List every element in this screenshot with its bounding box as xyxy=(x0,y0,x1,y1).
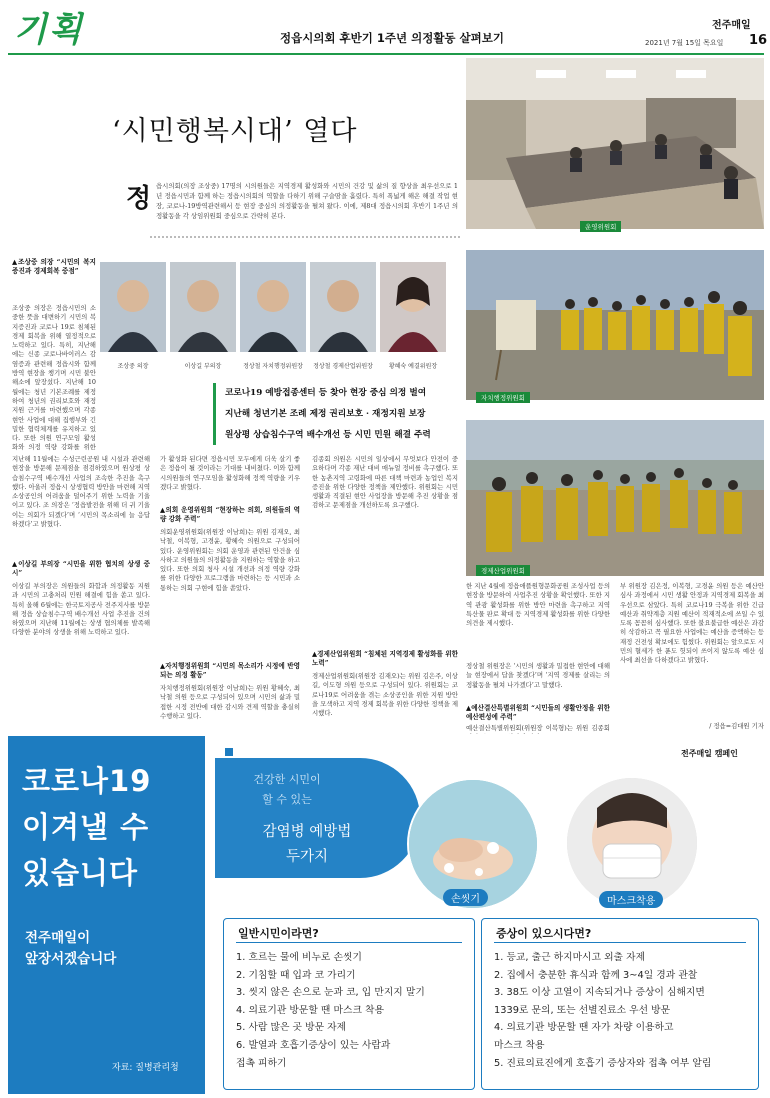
tip-item: 5. 진료의료진에게 호흡기 증상자와 접촉 여부 알림 xyxy=(494,1057,712,1069)
column-4b: 정상철 위원장은 ‘시민의 생활과 밀접한 현안에 대해 늘 현장에서 답을 찾겠다’며 ‘지역 경제를 살리는 의정활동을 펼쳐 나가겠다’고 말했다. xyxy=(466,662,610,689)
mask-icon xyxy=(567,778,697,908)
photo-operations-committee xyxy=(466,58,764,229)
column-3: 김종회 의원은 시민의 일상에서 무엇보다 안전이 중요하다며 각종 재난 대비 매뉴얼 정비를 촉구했다. 또한 농촌지역 고령화에 따른 대책 마련과 농업인 복지 증진을 위한 다양한 정책을 제안했다. 위원회는 시민 생활과 직결된 현안 사업장을 방문해 추진 상황을 점검하고 문제점을 개선하도록 요구했다. xyxy=(312,455,458,510)
column-1b: 지난해 11월에는 수성근린공원 내 시설과 관련해 현장을 방문해 문제점을 점검하였으며 원상평 상습침수구역 배수개선 사업의 조속한 추진을 촉구했다. 아울러 정읍시 상생협력 방안을 마련해 지역 소상공인의 어려움을 덜어주기 위한 노력을 기울이고 있다. 조 의장은 ‘정읍발전을 위해 더 귀 기울이는 의회가 되겠다’며 ‘시민의 목소리에 늘 응답하겠다’고 밝혔다. xyxy=(12,455,150,529)
campaign-ad xyxy=(8,736,764,1094)
subhead-box xyxy=(225,383,457,447)
newspaper-name: 전주매일 xyxy=(712,20,751,31)
box-title: 일반시민이라면? xyxy=(238,927,319,940)
tip-title: 감염병 예방법 두가지 xyxy=(262,824,352,865)
column-2c: 자치행정위원회(위원장 이남희)는 위원 황혜숙, 최낙철 의원 등으로 구성되어 있으며 시민의 삶과 밀접한 시정 전반에 대한 감시와 견제 역할을 충실히 수행하고 있다. xyxy=(160,684,300,720)
photo-caption: 운영위원회 xyxy=(580,221,621,232)
portrait-admin-chair xyxy=(240,262,306,352)
operations-committee-head: ▲의회 운영위원회 “현장하는 의회, 의원들의 역량 강화 주력” xyxy=(160,506,300,524)
box-rule xyxy=(236,942,462,943)
handwash-label: 손씻기 xyxy=(443,889,488,906)
tip-item: 1. 흐르는 물에 비누로 손씻기 xyxy=(236,952,362,963)
column-2b: 의회운영위원회(위원장 이남희)는 위원 김재오, 최낙철, 이복형, 고경윤, 황혜숙 의원으로 구성되어 있다. 운영위원회는 의회 운영과 관련된 안건을 심사하고 의원들의 의정활동을 지원하는 역할을 하고 있다. 또한 의회 청사 시설 개선과 의정 역량 강화를 위한 다양한 프로그램을 마련하는 등 시민과 소통하는 의회 구현에 힘을 쏟았다. xyxy=(160,528,300,592)
issue-date: 2021년 7월 15일 목요일 xyxy=(645,39,724,47)
tip-item: 4. 의료기관 방문할 땐 자가 차량 이용하고 xyxy=(494,1022,674,1034)
ad-headline: 코로나19 이겨낼 수 있습니다 xyxy=(22,764,152,890)
photo-admin-committee xyxy=(466,250,764,400)
panel-marker xyxy=(225,748,233,756)
header-rule xyxy=(8,53,764,55)
column-3b: 경제산업위원회(위원장 김재오)는 위원 김은주, 이상길, 이도형 의원 등으로 구성되어 있다. 위원회는 코로나19로 어려움을 겪는 소상공인을 위한 지원 방안을 모색하고 지역 경제 회복을 위한 다양한 정책을 제시했다. xyxy=(312,672,458,718)
budget-committee-head: ▲예산결산특별위원회 “시민들의 생활안정을 위한 예산편성에 주력” xyxy=(466,704,610,722)
ad-panel xyxy=(205,736,764,1094)
symptom-box xyxy=(481,918,759,1090)
box-title: 증상이 있으시다면? xyxy=(496,927,592,940)
portrait-vice-chair xyxy=(170,262,236,352)
economy-committee-head: ▲경제산업위원회 “침체된 지역경제 활성화를 위한 노력” xyxy=(312,650,458,668)
mask-label: 마스크착용 xyxy=(599,891,663,908)
meeting-room-illustration xyxy=(466,58,764,229)
page-number: 16 xyxy=(749,33,768,48)
tip-item: 2. 집에서 충분한 휴식과 함께 3~4일 경과 관찰 xyxy=(494,969,698,981)
tip-item: 6. 발열과 호흡기증상이 있는 사람과 xyxy=(236,1039,391,1051)
tip-item: 3. 38도 이상 고열이 지속되거나 증상이 심해지면 xyxy=(494,987,705,999)
column-1: 조상중 의장은 정읍시민의 소중한 뜻을 대변하기 시민의 복지증진과 코로나 19로 침체된 경제 회복을 위해 열정적으로 노력하고 있다. 특히, 지난해에는 신종 코로나바이러스 감염증과 관련해 정읍시와 함께 방역 현장을 챙기며 시민 불안 해소에 앞장섰다. 지난해 10월에는 청년 기본조례를 제정하여 청년의 권리보호와 재정지원 근거를 마련했으며 각종 현안 사업에 대해 집행부와 긴밀한 협력체계를 유지하고 있다. 또한 의원 연구모임 활성화와 의정 역량 강화를 위한 xyxy=(12,304,96,452)
campaign-label: 전주매일 캠페인 xyxy=(681,749,738,758)
photo-caption: 경제산업위원회 xyxy=(476,565,530,576)
subhead: 지난해 청년기본 조례 제정 권리보호 · 재정지원 보장 xyxy=(225,409,426,419)
column-5: 부 위원장 김은정, 이복형, 고경윤 의원 등은 예산안 심사 과정에서 시민 생활 안정과 지역경제 회복을 최우선으로 삼았다. 특히 코로나19 극복을 위한 긴급 예산과 취약계층 지원 예산이 적재적소에 쓰일 수 있도록 꼼꼼히 심사했다. 또한 불요불급한 예산은 과감히 삭감하고 꼭 필요한 사업에는 예산을 증액하는 등 재정 건전성 확보에도 힘썼다. 위원회는 앞으로도 시민의 혈세가 한 푼도 헛되이 쓰이지 않도록 예산 심사에 최선을 다하겠다고 밝혔다. xyxy=(620,582,764,665)
portrait-name: 조상중 의장 xyxy=(117,363,149,370)
page-title: 정읍시의회 후반기 1주년 의정활동 살펴보기 xyxy=(280,31,504,45)
photo-caption: 자치행정위원회 xyxy=(476,392,530,403)
byline: / 정읍=김대원 기자 xyxy=(709,722,764,730)
subhead: 코로나19 예방접종센터 등 찾아 현장 중심 의정 벌여 xyxy=(225,388,427,398)
box-rule xyxy=(494,942,746,943)
vice-head: ▲이상길 부의장 “시민을 위한 협치의 상생 중시” xyxy=(12,560,150,578)
portrait-economy-chair xyxy=(310,262,376,352)
subhead: 원상평 상습침수구역 배수개선 등 시민 민원 해결 주력 xyxy=(225,430,431,440)
ad-source: 자료: 질병관리청 xyxy=(112,1063,179,1073)
tip-item: 마스크 착용 xyxy=(494,1039,545,1051)
dropcap: 정 xyxy=(126,184,152,214)
tip-item: 5. 사람 많은 곳 방문 자제 xyxy=(236,1022,347,1034)
portrait-name: 정상철 자치행정위원장 xyxy=(243,363,303,370)
dotted-divider xyxy=(150,236,460,238)
ad-slogan: 전주매일이 앞장서겠습니다 xyxy=(25,930,117,967)
column-1c: 이상길 부의장은 의원들의 화합과 의정활동 지원과 시민의 고충처리 민원 해결에 힘을 쏟고 있다. 특히 올해 6월에는 한국토지공사 전주지사를 방문해 정읍 상습침수구역 배수개선 사업 추진을 건의하였으며 지난해 11월에는 상생 협의체를 발족해 다양한 분야의 상생을 위해 노력하고 있다. xyxy=(12,582,150,637)
portrait-chair xyxy=(100,262,166,352)
photo-economy-committee xyxy=(466,420,764,576)
tip-item: 1. 등교, 출근 하지마시고 외출 자제 xyxy=(494,952,646,963)
portrait-name: 이상길 부의장 xyxy=(184,363,222,370)
mask-image xyxy=(565,776,699,910)
tip-item: 3. 씻지 않은 손으로 눈과 코, 입 만지지 말기 xyxy=(236,987,425,999)
chair-head: ▲조상중 의장 “시민의 복지증진과 경제회복 중점” xyxy=(12,258,96,276)
section-logo: 기획 xyxy=(14,10,84,50)
column-4c: 예산결산특별위원회(위원장 이복형)는 위원 김종회 xyxy=(466,724,610,732)
field-visit-illustration xyxy=(466,420,764,576)
field-visit-illustration xyxy=(466,250,764,400)
tip-item: 2. 기침할 때 입과 코 가리기 xyxy=(236,969,356,981)
admin-committee-head: ▲자치행정위원회 “시민의 목소리가 시정에 반영되는 의정 활동” xyxy=(160,662,300,680)
tip-item: 접촉 피하기 xyxy=(236,1057,287,1069)
portrait-name: 정상철 경제산업위원장 xyxy=(313,363,373,370)
portrait-budget-chair xyxy=(380,262,446,352)
lead-paragraph: 읍시의회(의장 조상중) 17명의 시의원들은 지역경제 활성화와 시민의 건강 및 삶의 질 향상을 최우선으로 1년 정읍시민과 함께 하는 정읍시의회의 역할을 다하기 위해 구슬땀을 흘렸다. 특히 폭넓게 해온 해결 작업 현장, 코로나-19방역관련해서 등 현장 중심의 의정활동을 펼쳐 왔다. 이에, 제8대 정읍시의회 후반기 1주년 의정활동을 각 상임위원회 중심으로 간략히 본다. xyxy=(156,182,458,220)
tip-item: 4. 의료기관 방문할 땐 마스크 착용 xyxy=(236,1004,384,1016)
column-4: 한 지난 4월에 정읍애플원형문화공원 조성사업 등의 현장을 방문하여 사업추진 상황을 확인했다. 또한 지역 관광 활성화를 위한 방안 마련을 촉구하고 지역 특산물 판로 확대 등 지역경제 활성화를 위한 다양한 의견을 제시했다. xyxy=(466,582,610,628)
portrait-name: 황혜숙 예결위원장 xyxy=(388,363,438,370)
subhead-bar xyxy=(213,383,216,445)
tip-intro: 건강한 시민이 할 수 있는 xyxy=(253,773,321,806)
tip-item: 1339로 문의, 또는 선별진료소 우선 방문 xyxy=(494,1004,671,1016)
headline: ‘시민행복시대’ 열다 xyxy=(112,116,358,147)
column-2: 가 활성화 된다면 정읍시민 모두에게 더욱 살기 좋은 정읍이 될 것이라는 기대를 내비쳤다. 이와 함께 시의원들의 연구모임을 활성화해 정책 역량을 키우겠다고 밝혔다. xyxy=(160,455,300,491)
general-citizen-box xyxy=(223,918,475,1090)
